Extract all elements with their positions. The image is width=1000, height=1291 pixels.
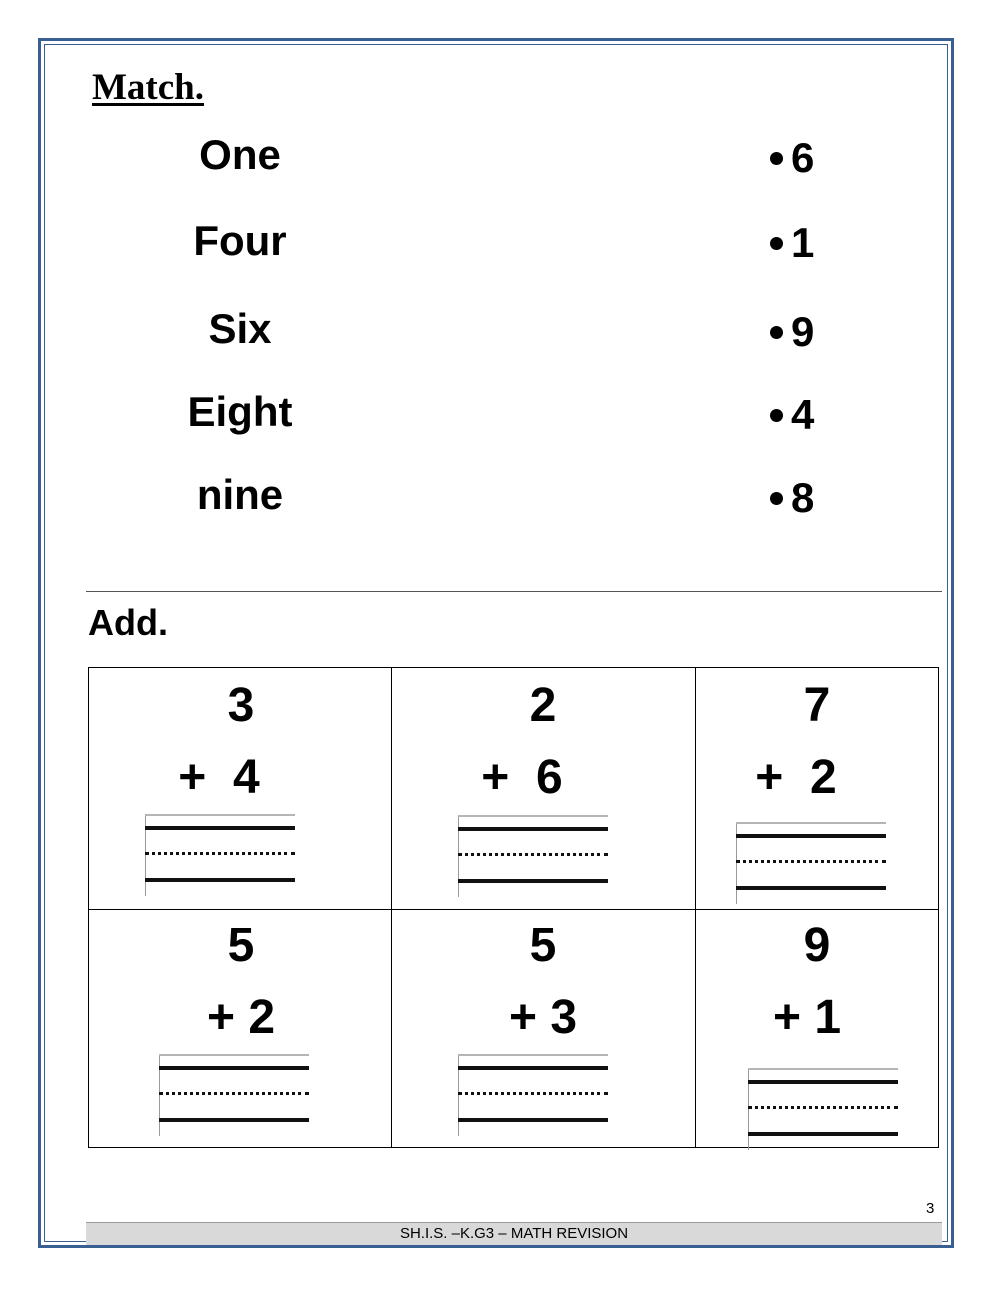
match-number-2[interactable]	[770, 218, 814, 268]
addition-problem-1	[89, 668, 391, 909]
match-word-5[interactable]: nine	[196, 471, 284, 518]
match-number-1[interactable]	[770, 133, 814, 183]
addend-bottom: + 4	[178, 751, 260, 804]
addition-grid	[88, 667, 939, 1148]
answer-writing-lines[interactable]	[458, 1054, 608, 1136]
addend-bottom: + 3	[508, 991, 578, 1044]
addition-problem-4	[89, 910, 391, 1147]
addition-problem-6	[696, 910, 938, 1147]
addend-bottom: + 2	[206, 991, 276, 1044]
bullet-dot-icon	[770, 237, 783, 250]
match-word-4[interactable]: Eight	[187, 388, 293, 435]
match-number-label: 4	[791, 391, 815, 438]
addend-top: 7	[803, 679, 831, 732]
match-number-4[interactable]	[770, 390, 814, 440]
match-word-3[interactable]: Six	[208, 305, 272, 352]
addend-top: 5	[227, 919, 255, 972]
page-number: 3	[926, 1200, 935, 1217]
match-number-5[interactable]	[770, 473, 814, 523]
answer-writing-lines[interactable]	[748, 1068, 898, 1150]
addend-top: 3	[227, 679, 255, 732]
addition-problem-3	[696, 668, 938, 909]
addend-bottom: + 1	[772, 991, 842, 1044]
match-word-2[interactable]: Four	[193, 217, 287, 264]
answer-writing-lines[interactable]	[736, 822, 886, 904]
footer-text: SH.I.S. –K.G3 – MATH REVISION	[399, 1225, 629, 1242]
addend-bottom: + 6	[481, 751, 563, 804]
answer-writing-lines[interactable]	[159, 1054, 309, 1136]
addend-top: 2	[529, 679, 557, 732]
bullet-dot-icon	[770, 492, 783, 505]
bullet-dot-icon	[770, 152, 783, 165]
match-number-label: 8	[791, 474, 815, 521]
bullet-dot-icon	[770, 409, 783, 422]
match-section-title: Match.	[92, 67, 204, 108]
addition-problem-2	[392, 668, 695, 909]
section-divider	[86, 591, 942, 592]
match-number-3[interactable]	[770, 307, 814, 357]
match-number-label: 9	[791, 308, 815, 355]
footer-bar	[86, 1222, 942, 1245]
addition-problem-5	[392, 910, 695, 1147]
addend-bottom: + 2	[755, 751, 837, 804]
add-section-title: Add.	[88, 602, 168, 643]
bullet-dot-icon	[770, 326, 783, 339]
answer-writing-lines[interactable]	[458, 815, 608, 897]
match-number-label: 6	[791, 134, 815, 181]
match-number-label: 1	[791, 219, 815, 266]
addend-top: 5	[529, 919, 557, 972]
answer-writing-lines[interactable]	[145, 814, 295, 896]
match-word-1[interactable]: One	[199, 131, 281, 178]
addend-top: 9	[803, 919, 831, 972]
